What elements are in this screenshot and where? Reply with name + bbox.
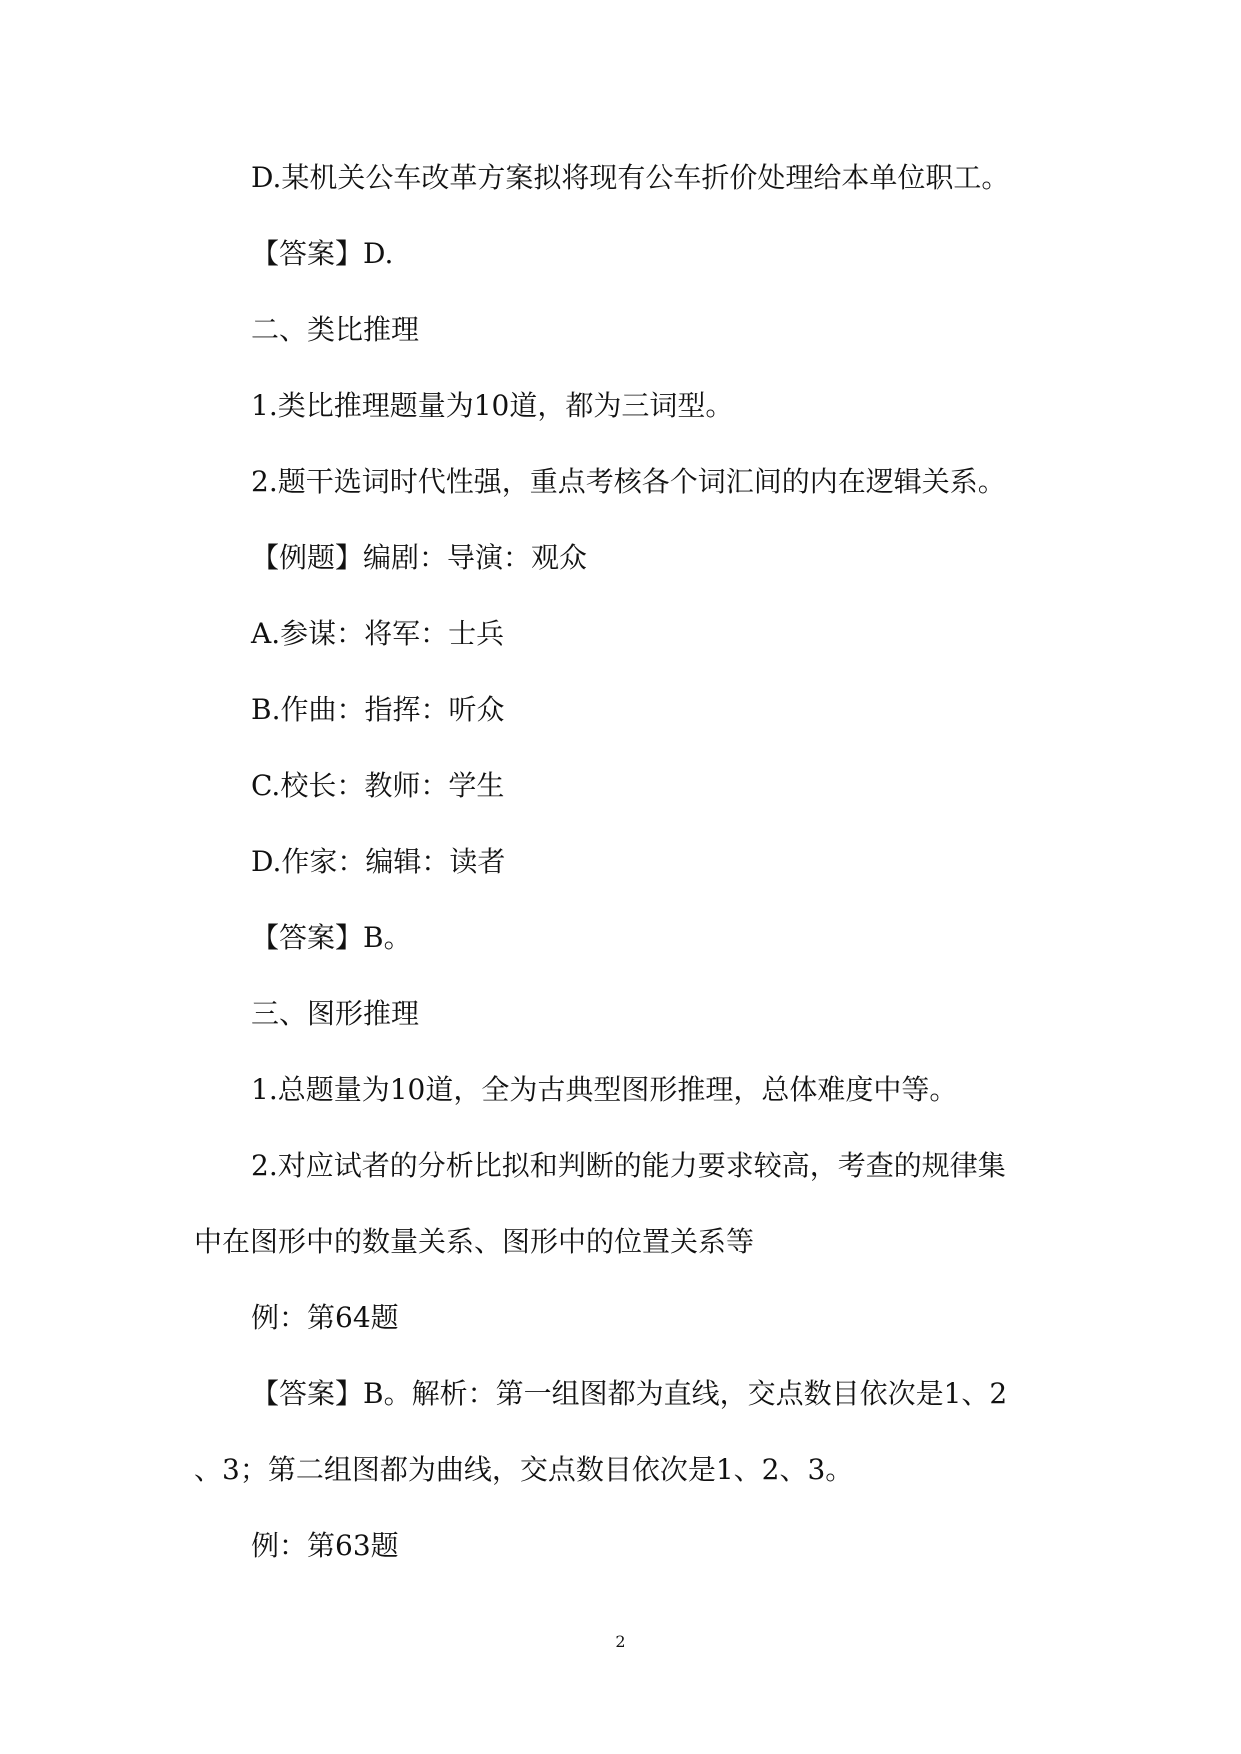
answer-explanation-continuation-line: 、3；第二组图都为曲线，交点数目依次是1、2、3。: [194, 1453, 854, 1486]
option-a-line: A.参谋：将军：士兵: [251, 617, 505, 650]
section-heading: 二、类比推理: [251, 313, 420, 346]
option-d-line: D.某机关公车改革方案拟将现有公车折价处理给本单位职工。: [251, 161, 1010, 194]
option-b-line: B.作曲：指挥：听众: [251, 693, 505, 726]
answer-line: 【答案】D.: [251, 237, 394, 270]
answer-explanation-line: 【答案】B。解析：第一组图都为直线，交点数目依次是1、2: [251, 1377, 1008, 1410]
example-line: 例：第64题: [251, 1301, 399, 1334]
paragraph-line: 2.题干选词时代性强，重点考核各个词汇间的内在逻辑关系。: [251, 465, 1006, 498]
answer-line: 【答案】B。: [251, 921, 412, 954]
paragraph-continuation-line: 中在图形中的数量关系、图形中的位置关系等: [194, 1225, 755, 1258]
paragraph-line: 2.对应试者的分析比拟和判断的能力要求较高，考查的规律集: [251, 1149, 1006, 1182]
paragraph-line: 1.总题量为10道，全为古典型图形推理，总体难度中等。: [251, 1073, 958, 1106]
option-d-line: D.作家：编辑：读者: [251, 845, 506, 878]
paragraph-line: 1.类比推理题量为10道，都为三词型。: [251, 389, 734, 422]
option-c-line: C.校长：教师：学生: [251, 769, 505, 802]
example-line: 例：第63题: [251, 1529, 399, 1562]
section-heading: 三、图形推理: [251, 997, 420, 1030]
page-number: 2: [615, 1632, 626, 1651]
example-question-line: 【例题】编剧：导演：观众: [251, 541, 588, 574]
